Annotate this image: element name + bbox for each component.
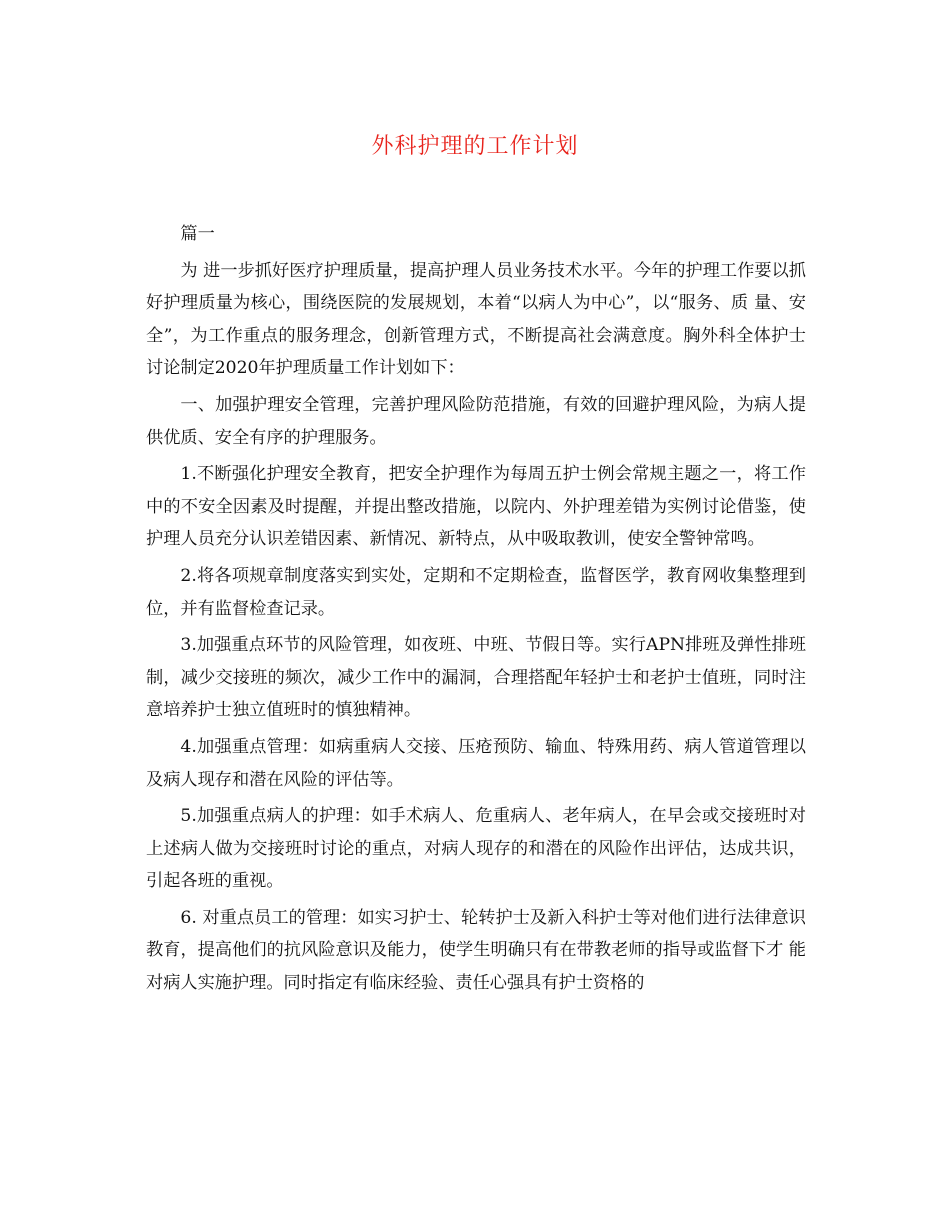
paragraph-item-3: 3.加强重点环节的风险管理，如夜班、中班、节假日等。实行APN排班及弹性排班制，减少交接班的频次，减少工作中的漏洞，合理搭配年轻护士和老护士值班，同时注意培养护士独立值班时的慎独精神。 [146, 635, 806, 721]
paragraph-item-5: 5.加强重点病人的护理：如手术病人、危重病人、老年病人，在早会或交接班时对上述病人做为交接班时讨论的重点，对病人现存的和潜在的风险作出评估，达成共识，引起各班的重视。 [146, 806, 806, 892]
paragraph-item-4: 4.加强重点管理：如病重病人交接、压疮预防、输血、特殊用药、病人管道管理以及病人现存和潜在风险的评估等。 [146, 736, 806, 790]
paragraph-intro: 为 进一步抓好医疗护理质量，提高护理人员业务技术水平。今年的护理工作要以抓好护理质量为核心，围绕医院的发展规划，本着“以病人为中心”，以“服务、质 量、安全”，为工作重点的服务理念，创新管理方式，不断提高社会满意度。胸外科全体护士讨论制定2020年护理质量工作计划如下： [146, 260, 806, 379]
paragraph-item-2: 2.将各项规章制度落实到实处，定期和不定期检查，监督医学，教育网收集整理到位，并有监督检查记录。 [146, 565, 806, 619]
paragraph-section-one: 一、加强护理安全管理，完善护理风险防范措施，有效的回避护理风险，为病人提供优质、安全有序的护理服务。 [146, 394, 806, 448]
document-title: 外科护理的工作计划 [371, 134, 579, 159]
paragraph-item-1: 1.不断强化护理安全教育，把安全护理作为每周五护士例会常规主题之一，将工作中的不安全因素及时提醒，并提出整改措施，以院内、外护理差错为实例讨论借鉴，使护理人员充分认识差错因素、新情况、新特点，从中吸取教训，使安全警钟常鸣。 [146, 464, 806, 550]
document-body [146, 218, 806, 1000]
paragraph-item-6: 6. 对重点员工的管理：如实习护士、轮转护士及新入科护士等对他们进行法律意识教育，提高他们的抗风险意识及能力，使学生明确只有在带教老师的指导或监督下才 能对病人实施护理。同时指定有临床经验、责任心强具有护士资格的 [146, 907, 806, 994]
section-heading: 篇一 [180, 224, 215, 244]
